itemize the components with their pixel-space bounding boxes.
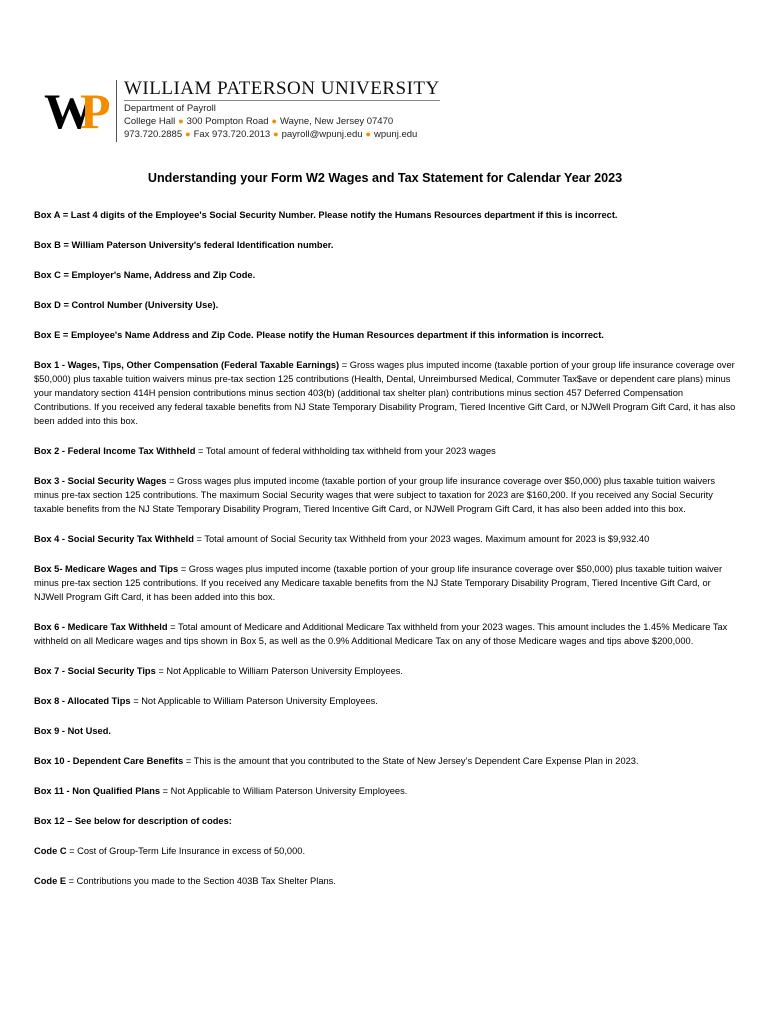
box-label: Box 4 - Social Security Tax Withheld: [34, 534, 194, 544]
bullet-icon: ●: [271, 116, 277, 126]
box-label: Box D = Control Number (University Use).: [34, 300, 219, 310]
box-11: [34, 784, 740, 798]
box-e: [34, 328, 740, 342]
code-text: = Contributions you made to the Section 403B Tax Shelter Plans.: [66, 876, 336, 886]
box-label: Box 8 - Allocated Tips: [34, 696, 131, 706]
email-link[interactable]: payroll@wpunj.edu: [281, 129, 363, 140]
box-label: Box 6 - Medicare Tax Withheld: [34, 622, 168, 632]
code-label: Code C: [34, 846, 67, 856]
box-label: Box B = William Paterson University's federal Identification number.: [34, 240, 334, 250]
address-building: College Hall: [124, 116, 176, 127]
logo-letter-p: P: [80, 83, 111, 139]
box-text: = Not Applicable to William Paterson University Employees.: [160, 786, 408, 796]
address-line: [124, 116, 393, 127]
box-8: [34, 694, 740, 708]
phone-number: 973.720.2885: [124, 129, 183, 140]
university-name: WILLIAM PATERSON UNIVERSITY: [124, 78, 440, 99]
address-street: 300 Pompton Road: [186, 116, 269, 127]
box-4: [34, 532, 740, 546]
code-e: [34, 874, 740, 888]
box-descriptions: [34, 208, 740, 904]
contact-line: [124, 129, 417, 140]
box-6: [34, 620, 740, 648]
box-text: = Total amount of Social Security tax Withheld from your 2023 wages. Maximum amount for 2023 is $9,932.40: [193, 534, 650, 544]
page-title: Understanding your Form W2 Wages and Tax Statement for Calendar Year 2023: [147, 171, 623, 185]
bullet-icon: ●: [273, 129, 279, 139]
box-d: [34, 298, 740, 312]
box-label: Box 7 - Social Security Tips: [34, 666, 156, 676]
logo-letter-w: W: [44, 83, 88, 139]
box-2: [34, 444, 740, 458]
box-label: Box E = Employee's Name Address and Zip Code. Please notify the Human Resources department if this information is incorrect.: [34, 330, 604, 340]
fax-number: Fax 973.720.2013: [193, 129, 271, 140]
bullet-icon: ●: [185, 129, 191, 139]
box-label: Box 11 - Non Qualified Plans: [34, 786, 161, 796]
box-12: [34, 814, 740, 828]
box-text: = This is the amount that you contributed to the State of New Jersey’s Dependent Care Expense Plan in 2023.: [183, 756, 639, 766]
box-label: Box 5- Medicare Wages and Tips: [34, 564, 179, 574]
letterhead-rule: [124, 100, 440, 101]
box-text: = Not Applicable to William Paterson University Employees.: [155, 666, 404, 676]
box-5: [34, 562, 740, 604]
box-10: [34, 754, 740, 768]
box-label: Box 10 - Dependent Care Benefits: [34, 756, 184, 766]
box-b: [34, 238, 740, 252]
box-label: Box 1 - Wages, Tips, Other Compensation (Federal Taxable Earnings): [34, 360, 340, 370]
code-c: [34, 844, 740, 858]
box-a: [34, 208, 740, 222]
box-label: Box A = Last 4 digits of the Employee's Social Security Number. Please notify the Humans Resources department if this is incorrect.: [34, 210, 618, 220]
box-7: [34, 664, 740, 678]
box-1: [34, 358, 740, 428]
box-text: = Gross wages plus imputed income (taxable portion of your group life insurance coverage over $50,000) plus taxable tuition waivers minus pre-tax section 125 contributions (Health, Dental, Unreimbursed Medical, Commuter Tax$ave or dependent care plans) minus your mandatory section 414H pension contributions minus section 403(b) (additional tax shelter plan) contributions minus section 457 Deferred Compensation Contributions. If you received any federal taxable benefits from NJ State Temporary Disability Program, Tiered Incentive Gift Card, or NJWell Program Gift Card, it has also been added into this box.: [34, 360, 736, 426]
box-label: Box 12 – See below for description of codes:: [34, 816, 232, 826]
code-text: = Cost of Group-Term Life Insurance in excess of 50,000.: [66, 846, 306, 856]
box-3: [34, 474, 740, 516]
box-label: Box 9 - Not Used.: [34, 726, 111, 736]
box-9: [34, 724, 740, 738]
box-text: = Gross wages plus imputed income (taxable portion of your group life insurance coverage over $50,000) plus taxable tuition waiver minus pre-tax section 125 contributions. If you received any Medicare taxable benefits from the NJ State Temporary Disability Program, Tiered Incentive Gift Card, or NJWell Program Gift Card, it has been added into this box.: [34, 564, 723, 602]
box-label: Box 3 - Social Security Wages: [34, 476, 167, 486]
letterhead-divider: [116, 80, 117, 142]
website-link[interactable]: wpunj.edu: [373, 129, 418, 140]
box-text: = Not Applicable to William Paterson University Employees.: [130, 696, 378, 706]
bullet-icon: ●: [178, 116, 184, 126]
box-text: = Gross wages plus imputed income (taxable portion of your group life insurance coverage over $50,000) plus taxable tuition waivers minus pre-tax section 125 contributions. The maximum Social Security wages that were subject to taxation for 2023 are $160,200. If you received any Social Security taxable benefits from the NJ State Temporary Disability Program, Tiered Incentive Gift Card, or NJWell Program Gift Card, it has also been added into this box.: [34, 476, 716, 514]
department-name: Department of Payroll: [124, 103, 216, 114]
box-text: = Total amount of Medicare and Additional Medicare Tax withheld from your 2023 wages. This amount includes the 1.45% Medicare Tax withheld on all Medicare wages and tips shown in Box 5, as well as the 0.9% Additional Medicare Tax on any of those Medicare wages and tips above $200,000.: [34, 622, 728, 646]
box-label: Box 2 - Federal Income Tax Withheld: [34, 446, 196, 456]
box-c: [34, 268, 740, 282]
box-text: = Total amount of federal withholding tax withheld from your 2023 wages: [195, 446, 496, 456]
address-city: Wayne, New Jersey 07470: [279, 116, 394, 127]
letterhead: [44, 78, 464, 150]
code-label: Code E: [34, 876, 67, 886]
bullet-icon: ●: [365, 129, 371, 139]
university-logo: [44, 84, 114, 138]
box-label: Box C = Employer's Name, Address and Zip Code.: [34, 270, 256, 280]
